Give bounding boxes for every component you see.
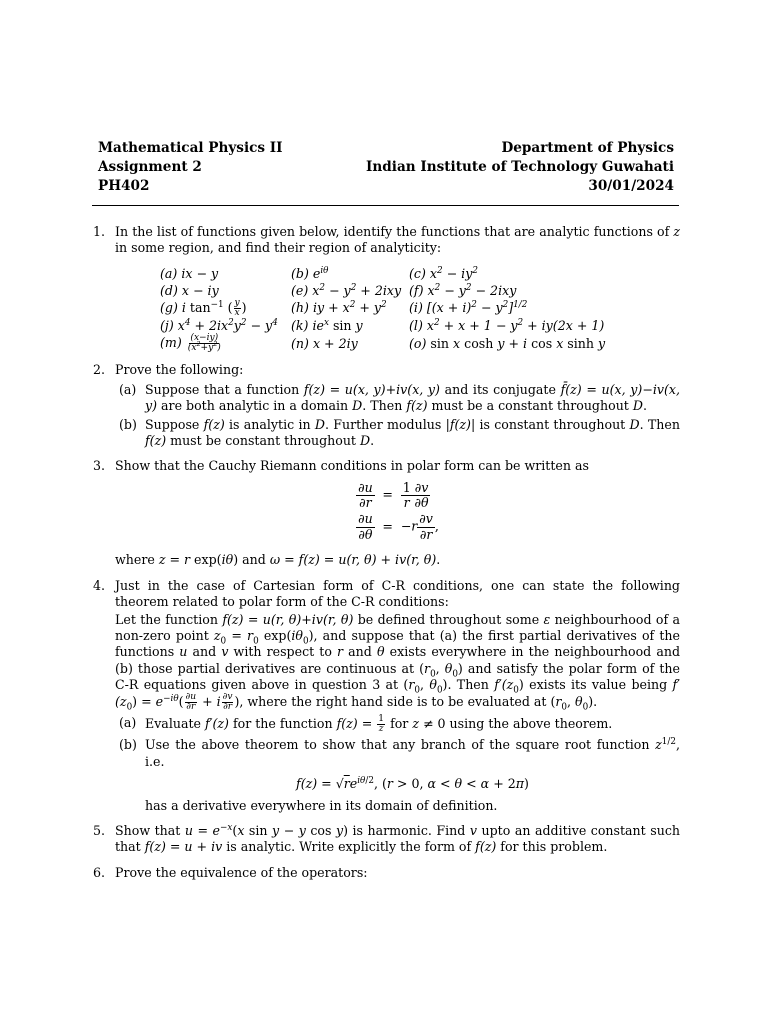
header-rule (92, 205, 679, 206)
question-2b: (b) Suppose f(z) is analytic in D. Further modulus |f(z)| is constant throughout D. Then f(z) must be constant throughout D. (119, 416, 680, 449)
question-number: 2. (93, 362, 106, 378)
question-text: Show that $u = e^{-x}(x$ sin y − y cos y) is harmonic. Find v upto an additive constant such that f(z) = u + iv is analytic. Write explicitly the form of f(z) for this problem. (115, 822, 680, 855)
question-number: 4. (93, 577, 106, 593)
polar-cr-equations: $\frac{\partial u}{\partial r}$ = $\frac{1}{r}$ $\frac{\partial v}{\partial\theta}$ $\frac{\partial u}{\partial\theta}$ = −r $\frac{\partial v}{\partial r}$ , (358, 479, 439, 542)
question-2 (92, 362, 680, 449)
question-4a: (a) Evaluate f′(z) for the function f(z) = $\frac{1}{z}$ for z ≠ 0 using the above theorem. (119, 714, 613, 735)
question-4b: (b) Use the above theorem to show that any branch of the square root function $z^{1/2}$, i.e. $f(z) = √re^{i\theta/2}$, (r > 0, α < θ < α + 2π) has a derivative everywhere in its domain of definition. (119, 737, 680, 813)
question-text: In the list of functions given below, identify the functions that are analytic functions of z in some region, and find their region of analyticity: (115, 224, 680, 256)
assignment-date: 30/01/2024 (588, 178, 674, 194)
question-number: 5. (93, 823, 106, 839)
sqrt-equation: $f(z) = √re^{i\theta/2}$, (r > 0, α < θ < α + 2π) (296, 775, 529, 791)
question-text: Prove the following: (115, 362, 244, 378)
question-3-note: where z = r exp(iθ) and ω = f(z) = u(r, θ) + iv(r, θ). (115, 552, 441, 568)
question-text: Just in the case of Cartesian form of C-R conditions, one can state the following theorem related to polar form of the C-R conditions: (115, 577, 680, 609)
question-2a: (a) Suppose that a function f(z) = u(x, y)+iv(x, y) and its conjugate f̄(z) = u(x, y)−iv(x, y) are both analytic in a domain D. Then f(z) must be a constant throughout D. (119, 381, 681, 413)
question-3 (92, 458, 680, 568)
assignment-body (92, 224, 680, 890)
function-list: (a) ix − y (b) $e^{i\theta}$ (c) $x^2 - iy^2$ (d) x − iy (e) $x^2 - y^2 + 2ixy$ (f) $x^2 - y^2 - 2ixy$ (g) i $\tan^{-1}$ ( $\frac{y}{x}$ ) (h) iy + $x^2 + y^2$ (i) $[(x + i)^2 - y^2]^{1/2}$ (j) $x^4 + 2ix^2y^2 - y^4$ (k) $ie^x$ sin y (l) $x^2 + x + 1 - y^2 + iy(2x + 1)$ (m) $\frac{(x-iy)}{(x^2+y^2)}$ (n) x + 2iy (o) sin x cosh y + i cos x sinh y (160, 266, 606, 354)
course-name: Mathematical Physics II (98, 140, 283, 156)
question-number: 6. (93, 864, 106, 880)
assignment-number: Assignment 2 (98, 159, 202, 175)
header-left (98, 139, 283, 196)
question-text: Show that the Cauchy Riemann conditions in polar form can be written as (115, 458, 589, 474)
question-4 (92, 578, 680, 815)
question-1 (92, 224, 680, 353)
question-number: 3. (93, 458, 106, 474)
course-code: PH402 (98, 178, 150, 194)
question-6 (92, 865, 680, 881)
institute-name: Indian Institute of Technology Guwahati (366, 159, 674, 175)
department-name: Department of Physics (501, 140, 674, 156)
question-5 (92, 823, 680, 855)
question-text: Prove the equivalence of the operators: (115, 864, 368, 880)
theorem-statement: Let the function f(z) = u(r, θ)+iv(r, θ) be defined throughout some ε neighbourhood of a non-zero point $z_0 = r_0$ $\exp(i\theta_0)$, and suppose that (a) the first partial derivatives of the functions u and v with respect to r and θ exists everywhere in the neighbourhood and (b) those partial derivatives are continuous at ($r_0$, $\theta_0$) and satisfy the polar form of the C-R equations given above in question 3 at ($r_0$, $\theta_0$). Then $f'(z_0)$ exists its value being $f'(z_0) = e^{-i\theta}$( $\frac{\partial u}{\partial r}$ + i $\frac{\partial v}{\partial r}$ ), where the right hand side is to be evaluated at ($r_0$, $\theta_0$). (115, 612, 681, 713)
question-number: 1. (93, 224, 106, 239)
header-right (366, 139, 674, 196)
